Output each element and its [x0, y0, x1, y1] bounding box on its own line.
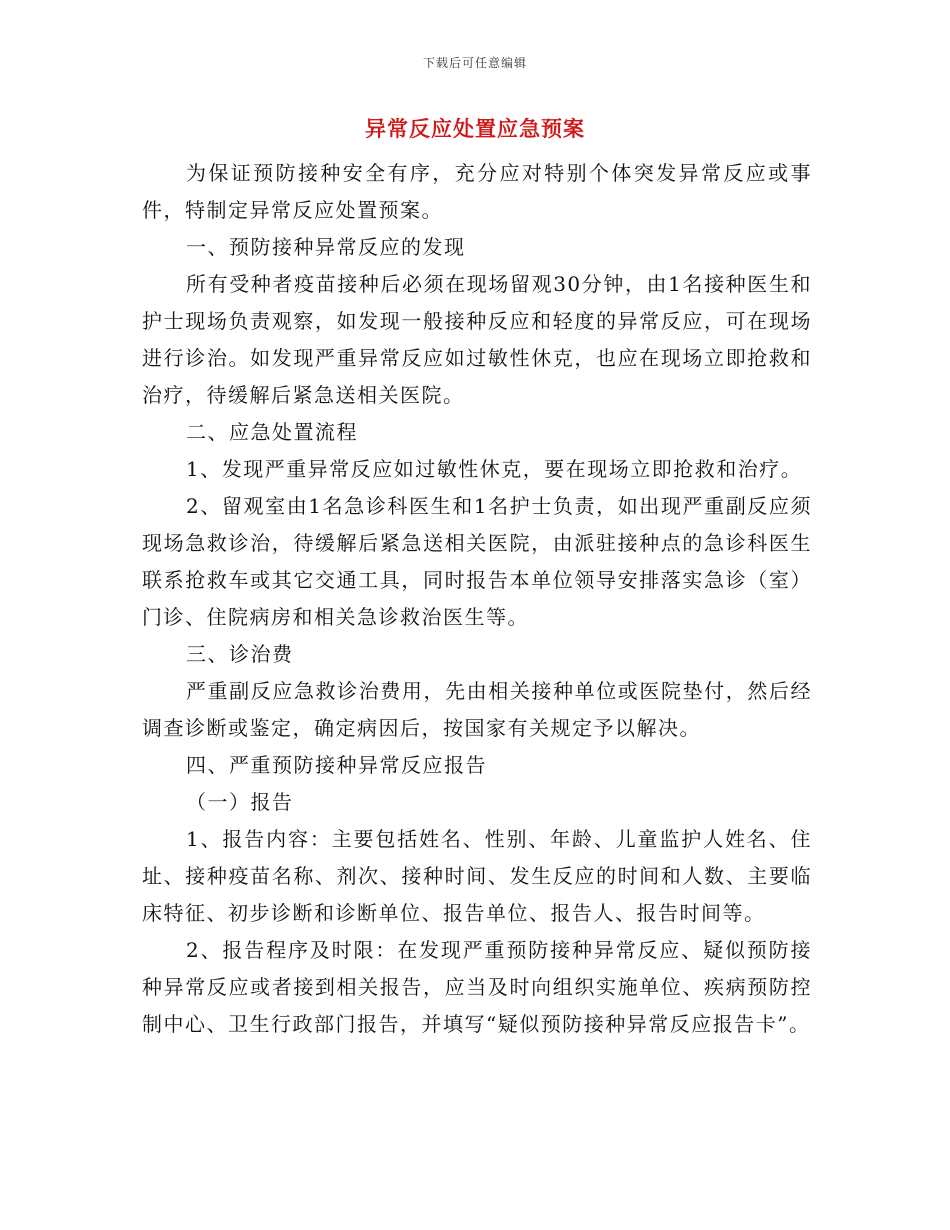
- subsection-heading-report: （一）报告: [186, 790, 294, 814]
- paragraph-procedure-2: 2、留观室由1名急诊科医生和1名护士负责，如出现严重副反应须现场急救诊治，待缓解后紧急送相关医院，由派驻接种点的急诊科医生联系抢救车或其它交通工具，同时报告本单位领导安排落实急诊（室）门诊、住院病房和相关急诊救治医生等。: [142, 494, 812, 629]
- paragraph-discovery: 所有受种者疫苗接种后必须在现场留观30分钟，由1名接种医生和护士现场负责观察，如发现一般接种反应和轻度的异常反应，可在现场进行诊治。如发现严重异常反应如过敏性休克，也应在现场立即抢救和治疗，待缓解后紧急送相关医院。: [142, 272, 812, 407]
- section-heading-1: 一、预防接种异常反应的发现: [186, 235, 466, 259]
- paragraph-intro: 为保证预防接种安全有序，充分应对特别个体突发异常反应或事件，特制定异常反应处置预案。: [142, 161, 812, 222]
- paragraph-fees: 严重副反应急救诊治费用，先由相关接种单位或医院垫付，然后经调查诊断或鉴定，确定病因后，按国家有关规定予以解决。: [142, 679, 812, 740]
- section-heading-4: 四、严重预防接种异常反应报告: [186, 753, 487, 777]
- paragraph-report-procedure: 2、报告程序及时限：在发现严重预防接种异常反应、疑似预防接种异常反应或者接到相关报告，应当及时向组织实施单位、疾病预防控制中心、卫生行政部门报告，并填写“疑似预防接种异常反应报告卡”。: [142, 938, 812, 1036]
- document-title: 异常反应处置应急预案: [365, 116, 585, 141]
- paragraph-report-content: 1、报告内容：主要包括姓名、性别、年龄、儿童监护人姓名、住址、接种疫苗名称、剂次、接种时间、发生反应的时间和人数、主要临床特征、初步诊断和诊断单位、报告单位、报告人、报告时间等。: [142, 827, 812, 925]
- section-heading-3: 三、诊治费: [186, 642, 294, 666]
- header-note: 下载后可任意编辑: [422, 56, 527, 70]
- paragraph-procedure-1: 1、发现严重异常反应如过敏性休克，要在现场立即抢救和治疗。: [186, 457, 803, 481]
- document-body: [142, 155, 812, 1043]
- section-heading-2: 二、应急处置流程: [186, 420, 358, 444]
